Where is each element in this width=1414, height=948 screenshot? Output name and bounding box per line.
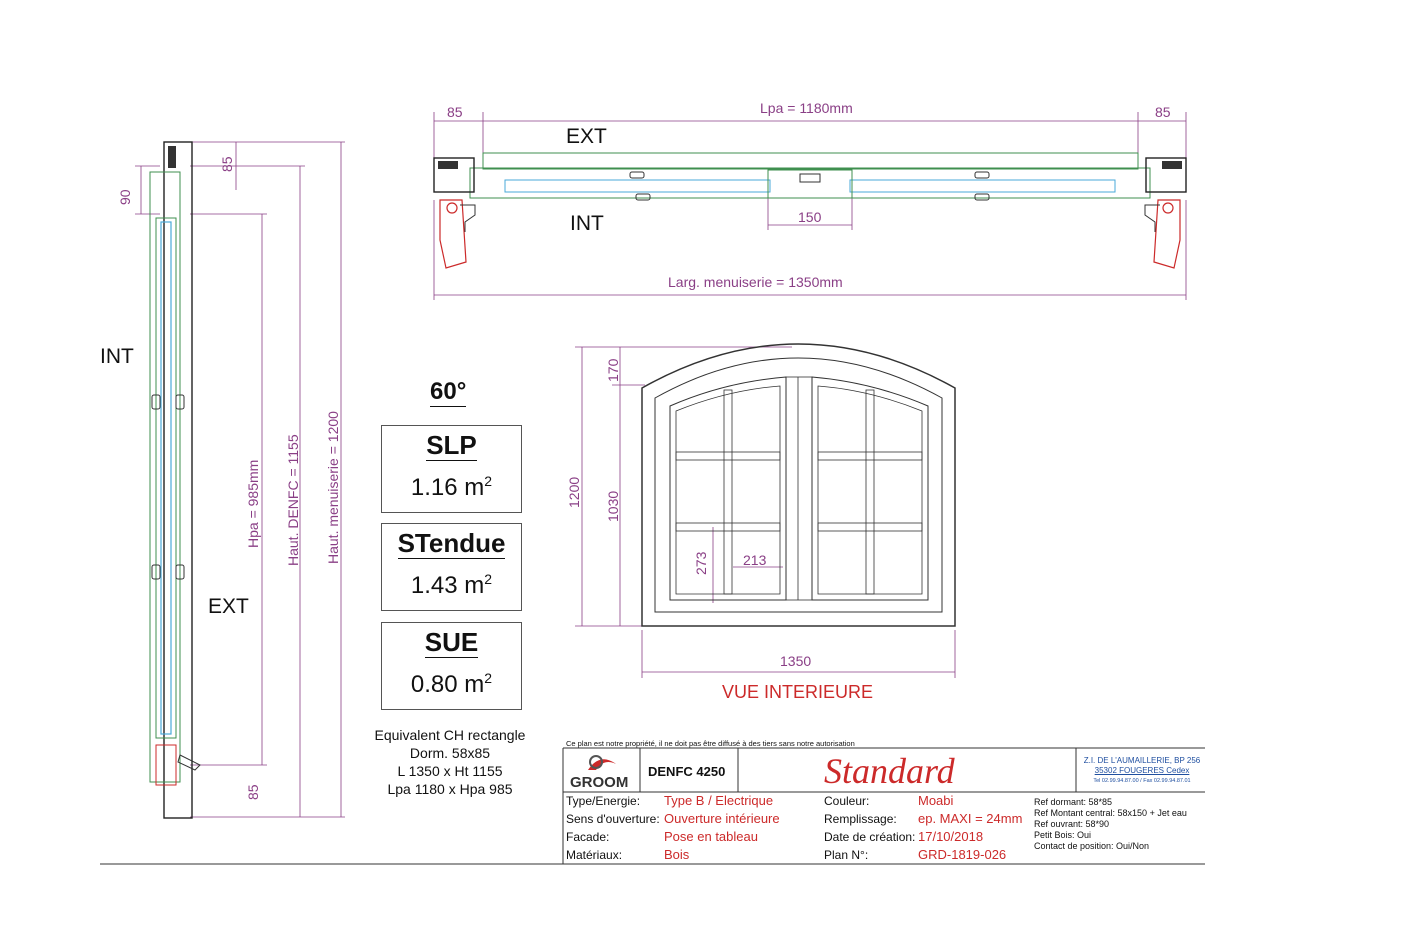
address-line: Z.I. DE L'AUMAILLERIE, BP 256 <box>1083 756 1201 765</box>
note-line: Ref ouvrant: 58*90 <box>1034 819 1110 829</box>
note-line: Ref dormant: 58*85 <box>1034 797 1113 807</box>
field-value: Moabi <box>918 793 954 808</box>
dim-hpa: Hpa = 985mm <box>245 459 261 548</box>
dim-85-right-top: 85 <box>1155 104 1171 120</box>
groom-logo <box>588 756 616 770</box>
area-value: 1.43 $m^2$ <box>410 571 493 599</box>
area-name: SUE <box>424 627 479 657</box>
field-value: Type B / Electrique <box>664 793 774 808</box>
dim-150: 150 <box>798 209 822 225</box>
area-box-stendue <box>381 523 522 611</box>
dim-1030: 1030 <box>605 490 621 522</box>
front-view-window <box>575 344 955 678</box>
equivalent-line: Lpa 1180 x Hpa 985 <box>387 781 513 797</box>
note-line: Petit Bois: Oui <box>1034 830 1092 840</box>
field-key: Facade: <box>566 830 610 844</box>
side-section-view <box>135 142 345 818</box>
company-address <box>1080 756 1204 786</box>
equivalent-line: Equivalent CH rectangle <box>374 727 526 743</box>
field-value: GRD-1819-026 <box>918 847 1007 862</box>
label-int-top: INT <box>570 212 604 235</box>
field-key: Type/Energie: <box>566 794 641 808</box>
field-value: Ouverture intérieure <box>664 811 780 826</box>
field-key: Couleur: <box>824 794 870 808</box>
area-value: 1.16 $m^2$ <box>410 473 493 501</box>
vue-interieure-label: VUE INTERIEURE <box>722 682 874 702</box>
address-line: Tel 02.99.94.87.00 / Fax 02.99.94.87.01 <box>1093 778 1191 784</box>
note-line: Ref Montant central: 58x150 + Jet eau <box>1034 808 1187 818</box>
area-box-slp <box>381 425 522 513</box>
logo-text: GROOM <box>570 774 629 791</box>
note-line: Contact de position: Oui/Non <box>1034 841 1150 851</box>
top-section-view <box>434 112 1186 300</box>
dim-85-side-top: 85 <box>219 156 235 172</box>
notes-block <box>1034 797 1187 852</box>
dim-1350: 1350 <box>780 653 812 669</box>
field-key: Matériaux: <box>566 848 623 862</box>
dim-273: 273 <box>693 551 709 575</box>
area-value: 0.80 $m^2$ <box>410 670 493 698</box>
equivalent-rectangle-note <box>350 726 550 798</box>
dim-85-side-bottom: 85 <box>245 784 261 800</box>
dim-170: 170 <box>605 358 621 382</box>
equivalent-line: Dorm. 58x85 <box>409 745 491 761</box>
field-key: Plan N°: <box>824 848 869 862</box>
dim-85-left-top: 85 <box>447 104 463 120</box>
label-ext-top: EXT <box>566 125 607 148</box>
field-key: Date de création: <box>824 830 916 844</box>
area-name: STendue <box>397 528 506 558</box>
product-code: DENFC 4250 <box>648 764 726 779</box>
field-value: Bois <box>664 847 690 862</box>
disclaimer: Ce plan est notre propriété, il ne doit pas être diffusé à des tiers sans notre autorisation <box>566 739 855 748</box>
opening-angle: 60° <box>430 378 467 405</box>
dim-larg-menuiserie: Larg. menuiserie = 1350mm <box>668 274 843 290</box>
field-value: 17/10/2018 <box>918 829 984 844</box>
equivalent-line: L 1350 x Ht 1155 <box>397 763 503 779</box>
area-box-sue <box>381 622 522 710</box>
label-int-left: INT <box>100 345 134 368</box>
dim-213: 213 <box>743 552 767 568</box>
field-value: Pose en tableau <box>664 829 758 844</box>
model-name: Standard <box>824 751 955 791</box>
area-name: SLP <box>426 430 477 460</box>
dim-90: 90 <box>117 189 133 205</box>
label-ext-left: EXT <box>208 595 249 618</box>
field-value: ep. MAXI = 24mm <box>918 811 1023 826</box>
dim-1200: 1200 <box>566 476 582 508</box>
address-line: 35302 FOUGERES Cedex <box>1094 766 1190 775</box>
dim-lpa: Lpa = 1180mm <box>760 100 853 116</box>
field-key: Sens d'ouverture: <box>566 812 660 826</box>
dim-haut-denfc: Haut. DENFC = 1155 <box>285 434 301 566</box>
field-key: Remplissage: <box>824 812 897 826</box>
dim-haut-menuiserie: Haut. menuiserie = 1200 <box>325 411 341 564</box>
